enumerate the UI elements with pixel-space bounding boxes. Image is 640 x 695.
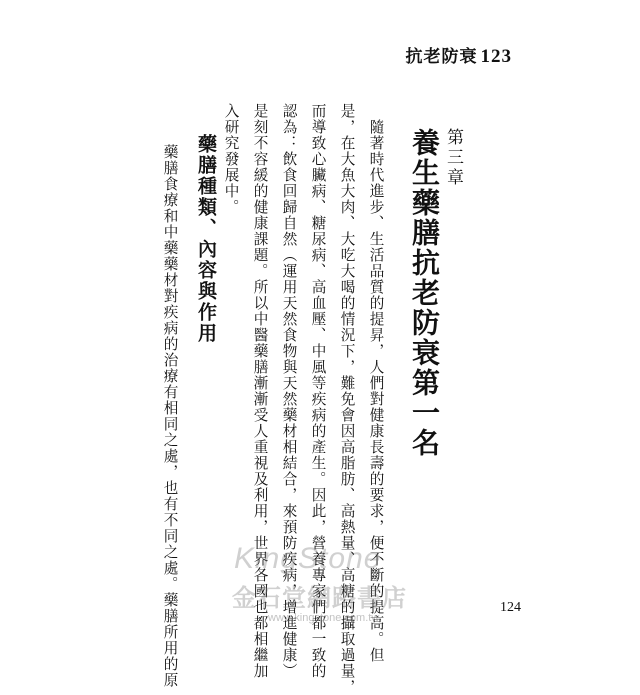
- watermark-url: www.kingstone.com.tw: [268, 612, 380, 624]
- running-header-page-number: 123: [480, 46, 512, 67]
- chapter-label: 第三章: [443, 128, 463, 188]
- section-title: 藥膳種類、內容與作用: [195, 134, 217, 344]
- body-column-5: 是刻不容緩的健康課題。所以中醫藥膳漸漸受人重視及利用，世界各國也都相繼加: [251, 103, 269, 679]
- page-number: 124: [500, 600, 521, 615]
- body-column-2: 是，在大魚大肉、大吃大喝的情況下，難免會因高脂肪、高熱量、高糖的攝取過量，: [338, 103, 356, 695]
- running-header: [406, 42, 513, 68]
- watermark-brand-en: KingStone: [234, 542, 382, 575]
- chapter-title: 養生藥膳抗老防衰第一名: [408, 128, 441, 458]
- running-header-title: 抗老防衰: [405, 47, 478, 67]
- body-column-1: 隨著時代進步、生活品質的提昇，人們對健康長壽的要求，便不斷的提高。但: [367, 103, 385, 663]
- body-column-3: 而導致心臟病、糖尿病、高血壓、中風等疾病的產生。因此，營養專家們都一致的: [309, 103, 327, 679]
- body-column-6: 入研究發展中。: [222, 103, 240, 215]
- body-column-4: 認為：飲食回歸自然（運用天然食物與天然藥材相結合，來預防疾病，增進健康）: [280, 103, 298, 679]
- section-body-column-1: 藥膳食療和中藥藥材對疾病的治療有相同之處，也有不同之處。藥膳所用的原: [161, 128, 179, 688]
- watermark-brand-cn: 金石堂網路書店: [232, 584, 407, 612]
